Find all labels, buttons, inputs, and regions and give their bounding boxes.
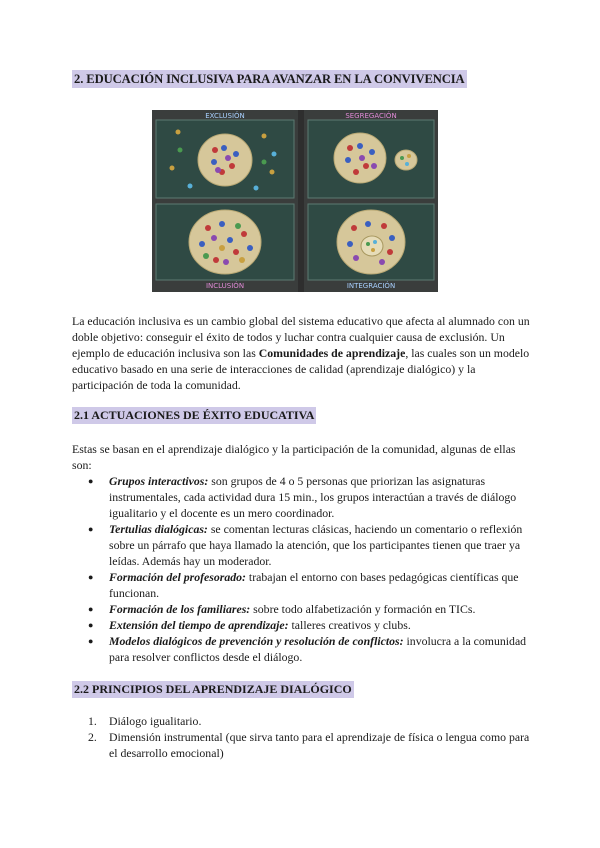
list-item xyxy=(72,633,534,665)
list-item-term: Grupos interactivos: xyxy=(109,474,209,488)
list-item-desc: se comentan lecturas clásicas, haciendo un comentario o reflexión sobre un párrafo que haya llamado la atención, que los participantes tienen que traer ya leídas. Además hay un moderador. xyxy=(109,522,523,568)
list-item-number: 1. xyxy=(88,714,97,728)
panel-inclusion xyxy=(152,202,298,292)
list-item-desc: sobre todo alfabetización y formación en TICs. xyxy=(250,602,476,616)
intro-text-1: La educación inclusiva es un cambio global del sistema educativo que afecta al alumnado con un doble objetivo: conseguir el éxito de todos y luchar contra cualquier causa de exclusión. Un ejemplo de educación inclusiva son las xyxy=(72,314,530,360)
panel-exclusion xyxy=(152,110,298,202)
actuaciones-list xyxy=(72,473,534,665)
list-item-term: Extensión del tiempo de aprendizaje: xyxy=(109,618,289,632)
list-item-term: Tertulias dialógicas: xyxy=(109,522,208,536)
list-item-text: Dimensión instrumental (que sirva tanto para el aprendizaje de física o lengua como para el desarrollo emocional) xyxy=(109,730,530,760)
list-item-term: Modelos dialógicos de prevención y resolución de conflictos: xyxy=(109,634,404,648)
list-item xyxy=(72,729,534,761)
list-item xyxy=(72,601,534,617)
panel-label-segregacion: SEGREGACIÓN xyxy=(345,112,397,120)
section-title: 2. EDUCACIÓN INCLUSIVA PARA AVANZAR EN LA CONVIVENCIA xyxy=(74,72,465,86)
intro-bold-term: Comunidades de aprendizaje xyxy=(258,346,406,360)
list-item-desc: involucra a la comunidad para resolver conflictos desde el diálogo. xyxy=(109,634,527,664)
integracion-illustration xyxy=(304,202,438,292)
principios-list xyxy=(72,713,534,761)
inclusion-diagram-figure xyxy=(152,110,438,292)
actuaciones-intro: Estas se basan en el aprendizaje dialógico y la participación de la comunidad, algunas de ellas son: xyxy=(72,442,516,472)
panel-segregacion xyxy=(304,110,450,202)
list-item-term: Formación del profesorado: xyxy=(109,570,246,584)
subsection-title-actuaciones: 2.1 ACTUACIONES DE ÉXITO EDUCATIVA xyxy=(74,408,315,422)
panel-integracion xyxy=(304,202,450,292)
list-item xyxy=(72,713,534,729)
list-item-text: Diálogo igualitario. xyxy=(109,714,202,728)
list-item xyxy=(72,473,534,521)
list-item xyxy=(72,521,534,569)
segregacion-illustration xyxy=(304,110,438,202)
intro-paragraph xyxy=(72,313,532,393)
panel-label-inclusion: INCLUSIÓN xyxy=(205,282,245,290)
inclusion-illustration xyxy=(152,202,298,292)
list-item-desc: trabajan el entorno con bases pedagógicas científicas que funcionan. xyxy=(109,570,519,600)
list-item xyxy=(72,617,534,633)
list-item-desc: son grupos de 4 o 5 personas que priorizan las asignaturas instrumentales, cada actividad dura 15 min., los grupos interactúan a través de diálogo igualitario y el docente es un mero coordinador. xyxy=(109,474,517,520)
subsection-title-principios: 2.2 PRINCIPIOS DEL APRENDIZAJE DIALÓGICO xyxy=(74,682,352,696)
intro-text-2: , las cuales son un modelo educativo basado en una serie de interacciones de calidad (aprendizaje dialógico) y la participación de toda la comunidad. xyxy=(72,346,530,392)
panel-label-integracion: INTEGRACIÓN xyxy=(346,282,396,290)
list-item-number: 2. xyxy=(88,730,97,744)
panel-label-exclusion: EXCLUSIÓN xyxy=(205,112,245,120)
exclusion-illustration xyxy=(152,110,298,202)
list-item-term: Formación de los familiares: xyxy=(109,602,251,616)
list-item xyxy=(72,569,534,601)
list-item-desc: talleres creativos y clubs. xyxy=(288,618,411,632)
